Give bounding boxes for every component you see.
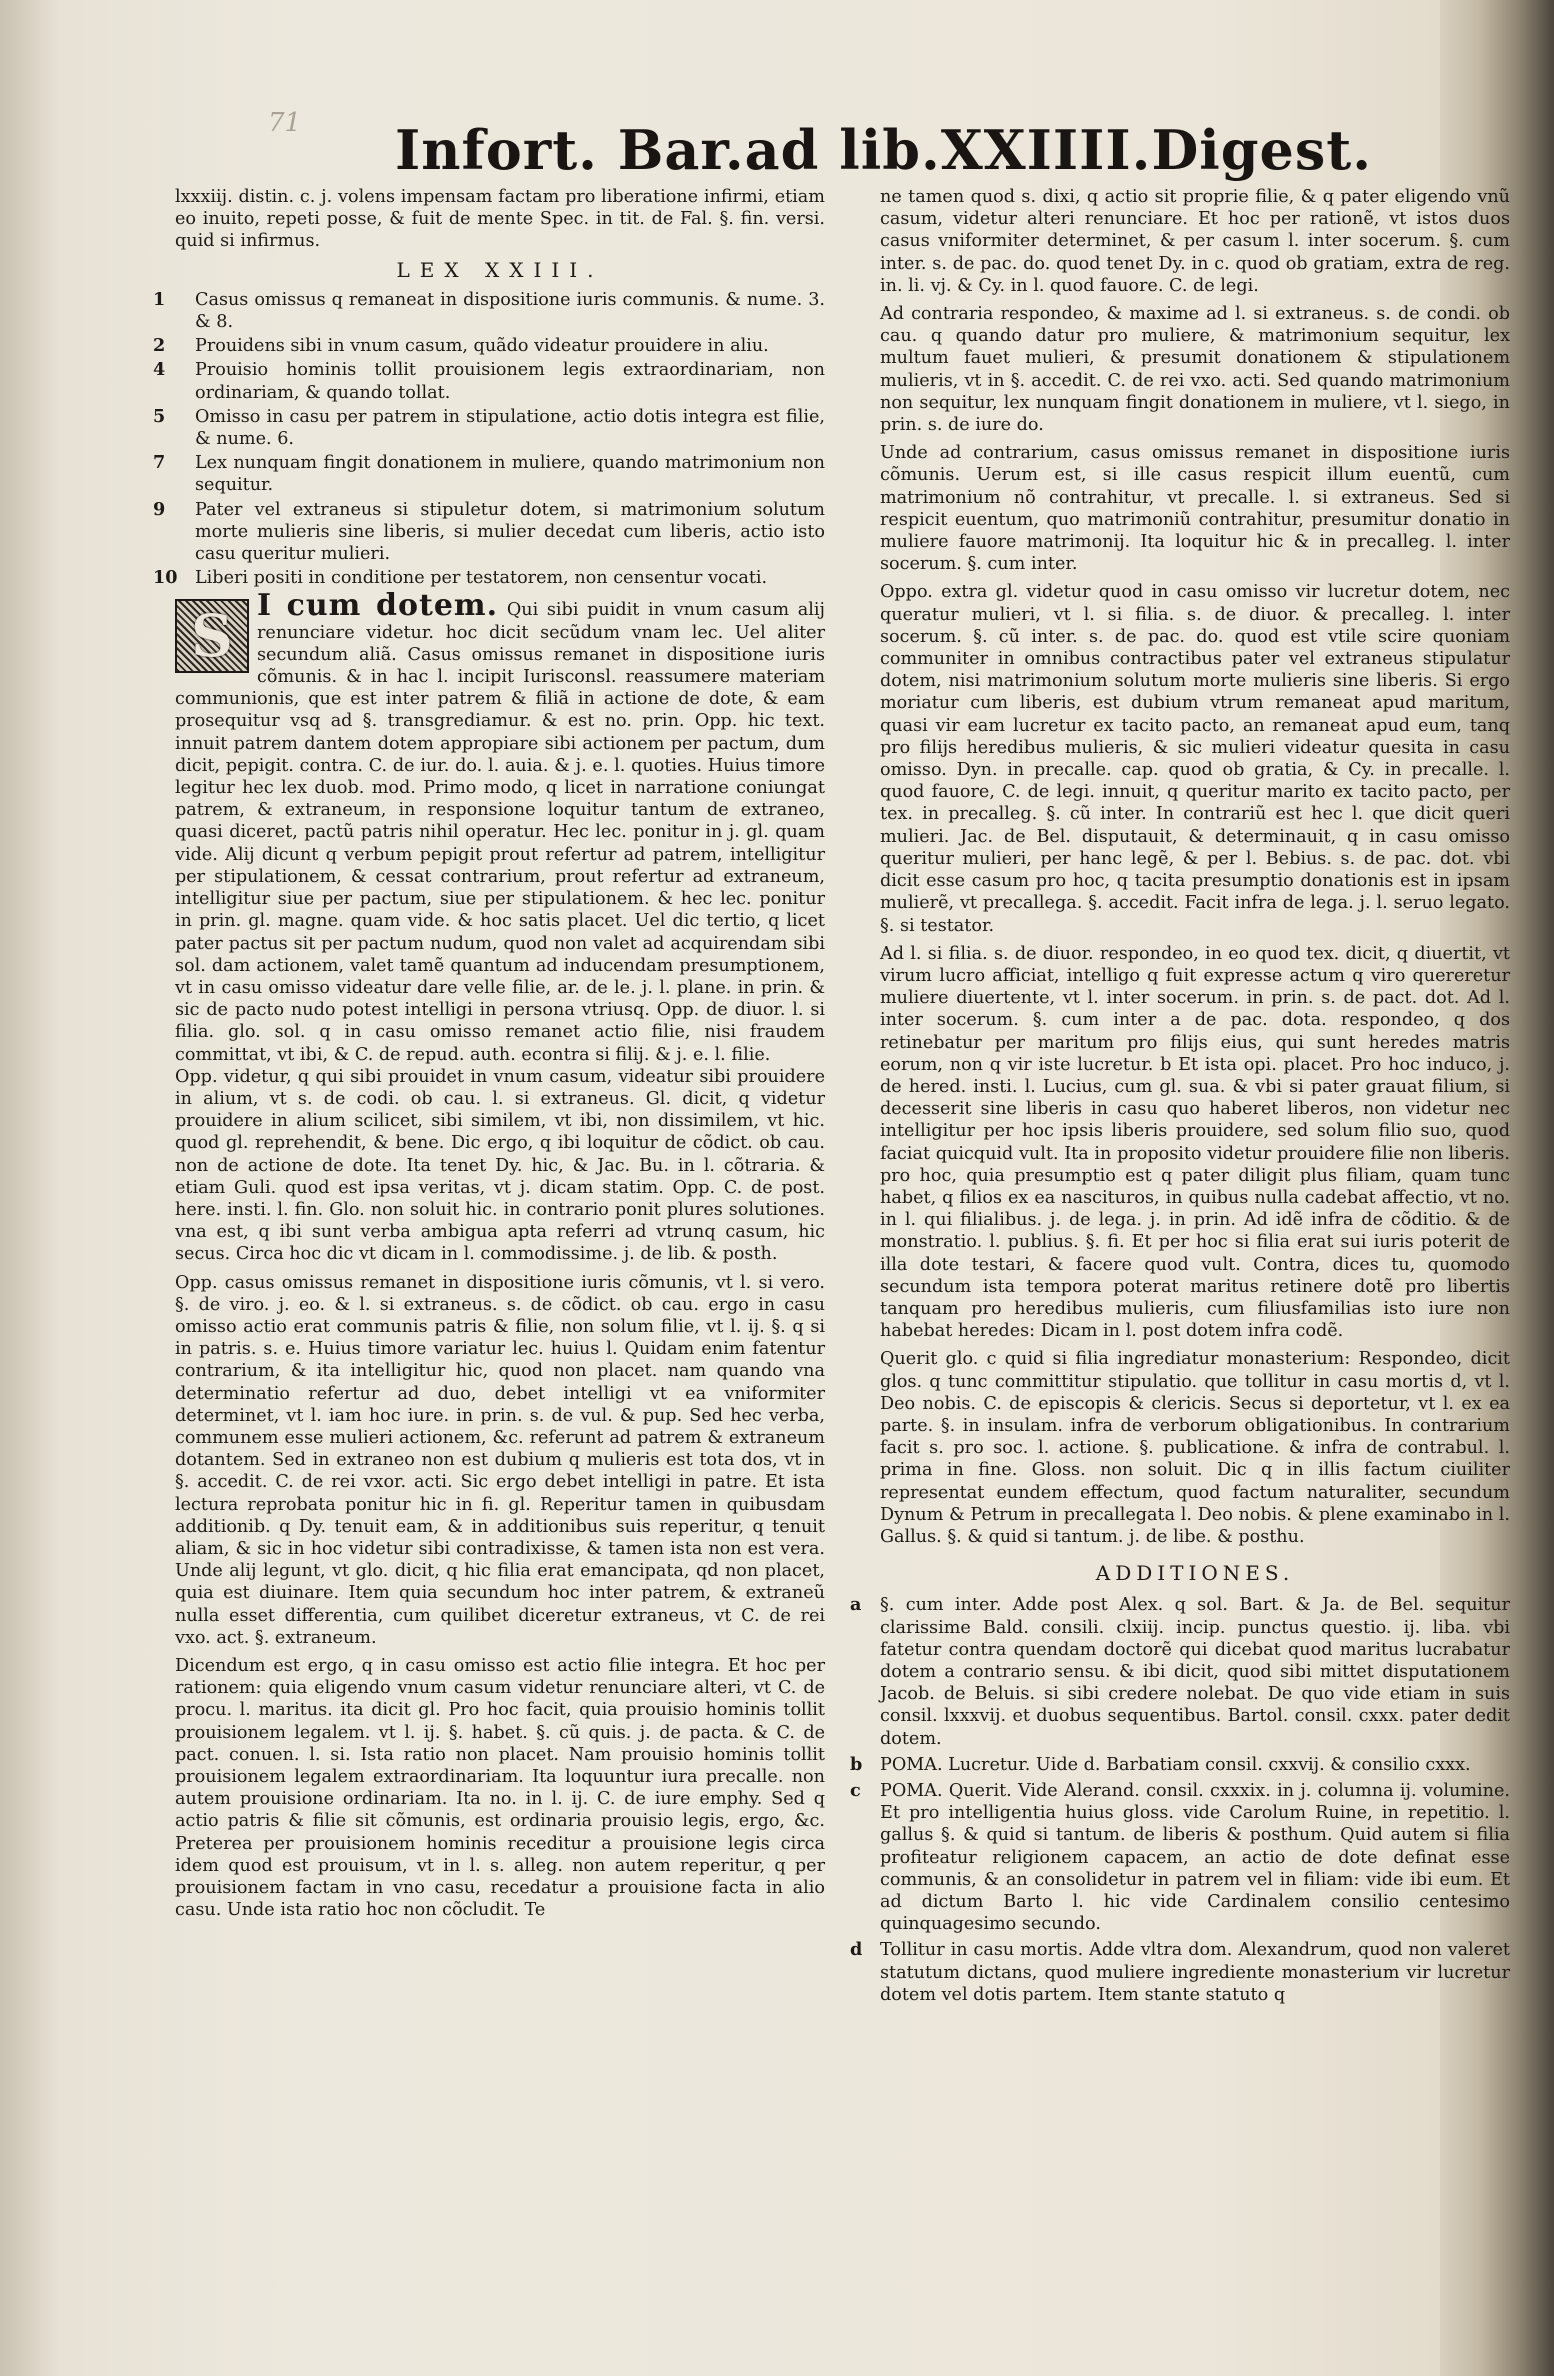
addition-text: §. cum inter. Adde post Alex. q sol. Bart. & Ja. de Bel. sequitur clarissime Bald. consili. clxiij. incip. punctus questio. ij. liba. vbi fatetur contra quendam doctorẽ qui dicebat quod maritus lucrabatur dotem a contrario sensu. & ibi dicit, quod sibi mittet disputationem Jacob. de Beluis. si sibi credere nolebat. De quo vide etiam in suis consil. lxxxvij. et duobus sequentibus. Bartol. consil. cxxx. pater dedit dotem. (880, 1595, 1510, 1749)
decorated-initial (175, 599, 249, 673)
summary-number: 2 (153, 335, 166, 357)
commentary-paragraph: Qui sibi puidit in vnum casum alij renunciare videtur. hoc dicit secũdum vnam lec. Uel aliter secundum aliã. Casus omissus remanet in dispositione iuris cõmunis. & in hac l. incipit Iurisconsl. reassumere materiam communionis, que est inter patrem & filiã in actione de dote, & eam prosequitur vsq ad §. transgrediamur. & est no. prin. Opp. hic text. innuit patrem dantem dotem appropiare sibi actionem per pactum, dum dicit, pepigit. contra. C. de iur. do. l. auia. & j. e. l. quoties. Huius timore legitur hec lex duob. mod. Primo modo, q licet in narratione coniungat patrem, & extraneum, in responsione loquitur tantum de extraneo, quasi diceret, pactũ patris nihil operatur. Hec lec. ponitur in j. gl. quam vide. Alij dicunt q verbum pepigit prout refertur ad patrem, intelligitur per stipulationem, & cessat contrarium, prout refertur ad extraneum, intelligitur siue per pactum, siue per stipulationem. & hec lec. ponitur in prin. gl. magne. quam vide. & hoc satis placet. Uel dic tertio, q licet pater pactus sit per pactum nudum, quod non valet ad acquirendam sibi sol. dam actionem, valet tamẽ quantum ad inducendam presumptionem, vt in casu omisso videatur dare velle filie, ar. de le. j. l. plane. in prin. & sic de pacto nudo potest intelligi in persona vtriusq. Opp. de diuor. l. si filia. glo. sol. q in casu omisso remanet actio filie, nisi fraudem committat, vt ibi, & C. de repud. auth. econtra si filij. & j. e. l. filie. (175, 600, 825, 1065)
commentary-paragraph: Ad l. si filia. s. de diuor. respondeo, in eo quod tex. dicit, q diuertit, vt virum lucro afficiat, intelligo q fuit expresse actum q viro quereretur muliere diuertente, vt l. inter socerum. in prin. s. de pact. dot. Ad l. inter socerum. §. cum inter a de pac. dota. respondeo, q dos retinebatur per maritum pro filijs eius, qui sunt heredes matris eorum, non q vir iste lucretur. b Et ista opi. placet. Pro hoc induco, j. de hered. insti. l. Lucius, cum gl. sua. & vbi si pater grauat filium, si decesserit sine liberis in casu quo haberet liberos, non videtur nec intelligitur per hoc ipsis liberis prouidere, sed solum filio suo, quod faciat quicquid vult. Ita in proposito videtur prouidere filie non liberis. pro hoc, quia presumptio est q pater diligit plus filiam, quam tunc habet, q filios ex ea nascituros, in quibus nulla cadebat affectio, vt no. in l. qui filialibus. j. de lega. j. in prin. Ad idẽ infra de cõditio. & de monstratio. l. publius. §. fi. Et per hoc si filia erat sui iuris poterit de illa dote testari, & facere quod vult. Contra, dices tu, quomodo secundum ista tempora poterat maritus retinere dotẽ pro libertis tanquam pro heredibus mulieris, cum filiusfamilias isto iure non habebat heredes: Dicam in l. post dotem infra codẽ. (880, 943, 1510, 1342)
commentary-paragraph: Opp. videtur, q qui sibi prouidet in vnum casum, videatur sibi prouidere in alium, vt s. de codi. ob cau. l. si extraneus. Gl. dicit, q videtur prouidere in alium scilicet, sibi similem, vt ibi, non dissimilem, vt hic. quod gl. reprehendit, & bene. Dic ergo, q ibi loquitur de cõdict. ob cau. non de actione de dote. Ita tenet Dy. hic, & Jac. Bu. in l. cõtraria. & etiam Guli. quod est ipsa veritas, vt j. dicam statim. Opp. C. de post. here. insti. l. fin. Glo. non soluit hic. in contrario ponit plures solutiones. vna est, q ibi sunt verba ambigua apta referri ad vtrunq casum, hic secus. Circa hoc dic vt dicam in l. commodissime. j. de lib. & posth. (175, 1066, 825, 1265)
summary-number: 9 (153, 498, 166, 520)
addition-note (850, 1753, 1510, 1776)
intro-text: lxxxiij. distin. c. j. volens impensam factam pro liberatione infirmi, etiam eo inuito, repeti posse, & fuit de mente Spec. in tit. de Fal. §. fin. versi. quid si infirmus. (175, 187, 825, 252)
addition-text: Tollitur in casu mortis. Adde vltra dom. Alexandrum, quod non valeret statutum dictans, quod muliere ingrediente monasterium vir lucretur dotem vel dotis partem. Item stante statuto q (880, 1940, 1510, 2005)
summary-number: 1 (153, 288, 166, 310)
addition-letter: d (850, 1939, 863, 1961)
summary-number: 10 (153, 567, 178, 589)
summary-text: Lex nunquam fingit donationem in muliere, quando matrimonium non sequitur. (195, 453, 825, 496)
running-header: Infort. Bar.ad lib.XXIIII.Digest. (395, 118, 1373, 182)
commentary-paragraph: ne tamen quod s. dixi, q actio sit proprie filie, & q pater eligendo vnũ casum, videtur alteri renunciare. Et hoc per rationẽ, vt istos duos casus vniformiter determinet, & per casum l. inter socerum. §. cum inter. s. de pac. do. quod tenet Dy. in c. quod ob gratiam, extra de reg. in. li. vj. & Cy. in l. quod fauore. C. de legi. (880, 187, 1510, 296)
summary-item (153, 335, 825, 357)
addition-letter: c (850, 1780, 861, 1802)
commentary-paragraph: Dicendum est ergo, q in casu omisso est actio filie integra. Et hoc per rationem: quia eligendo vnum casum videtur renunciare alteri, vt C. de procu. l. maritus. ita dicit gl. Pro hoc facit, quia prouisio hominis tollit prouisionem legalem. vt l. ij. §. habet. §. cũ quis. j. de pacta. & C. de pact. conuen. l. si. Ista ratio non placet. Nam prouisio hominis tollit prouisionem legalem extraordinariam. Ita loquuntur iura precalle. non autem prouisione ordinariam. Ita no. in l. ij. C. de iure emphy. Sed q actio patris & filie sit cõmunis, est ordinaria prouisio legis, ergo, &c. Preterea per prouisionem hominis receditur a prouisione legis circa idem quod est prouisum, vt in l. s. alleg. non autem reperitur, q per prouisionem factam in vno casu, recedatur a prouisione facta in alio casu. Unde ista ratio hoc non cõcludit. Te (175, 1656, 825, 1921)
commentary-opening (175, 588, 825, 1065)
summary-list (153, 288, 825, 590)
left-column (153, 186, 825, 1927)
summary-text: Casus omissus q remaneat in dispositione iuris communis. & nume. 3. & 8. (195, 289, 825, 333)
commentary-paragraph: Querit glo. c quid si filia ingrediatur monasterium: Respondeo, dicit glos. q tunc committitur stipulatio. que tollitur in casu mortis d, vt l. Deo nobis. C. de episcopis & clericis. Secus si deportetur, vt l. ex ea parte. §. in insulam. infra de verborum obligationibus. In contrarium facit s. pro soc. l. actione. §. publicatione. & infra de contrabul. l. prima in fine. Gloss. non soluit. Dic q in illis factum ciuiliter representat eundem effectum, quod factum naturaliter, secundum Dynum & Petrum in precallegata l. Deo nobis. & plene examinabo in l. Gallus. §. & quid si tantum. j. de libe. & posthu. (880, 1349, 1510, 1547)
summary-item (153, 567, 825, 589)
commentary-paragraph: Opp. casus omissus remanet in dispositione iuris cõmunis, vt l. si vero. §. de viro. j. eo. & l. si extraneus. s. de cõdict. ob cau. ergo in casu omisso actio erat communis patris & filie, non solum filie, vt l. ij. §. q si in patris. s. e. Huius timore variatur lec. huius l. Quidam enim fatentur contrarium, & ita intelligitur hic, quod non placet. nam quando vna determinatio refertur ad duo, debet intelligi vt ea vniformiter determinet, vt l. iam hoc iure. in prin. s. de vul. & pup. Sed hec verba, communem esse mulieri actionem, &c. referunt ad patrem & extraneum dotantem. Sed in extraneo non est dubium q mulieris est tota dos, vt in §. accedit. C. de rei vxor. acti. Sic ergo debet intelligi in patre. Et ista lectura reprobata ponitur hic in fi. gl. Reperitur tamen in quibusdam additionib. q Dy. tenuit eam, & in additionibus suis reperitur, q tenuit aliam, & sic in hoc videtur sibi contradixisse, & tamen ista non est vera. Unde alij legunt, vt glo. dicit, q hic filia erat emancipata, qd non placet, quia est diuinare. Item quia secundum hoc inter patrem, & extraneũ nulla esset differentia, cum quilibet diceretur extraneus, vt C. de rei vxo. act. §. extraneum. (175, 1272, 825, 1648)
summary-item (153, 288, 825, 333)
initial-letter: S (191, 602, 233, 671)
right-column (850, 186, 1510, 2010)
summary-item (153, 452, 825, 496)
addition-note (850, 1780, 1510, 1935)
addition-letter: a (850, 1594, 862, 1616)
commentary-paragraph: Ad contraria respondeo, & maxime ad l. si extraneus. s. de condi. ob cau. q quando datur pro muliere, & matrimonium sequitur, lex multum fauet mulieri, & presumit donationem & stipulationem mulieris, vt in §. accedit. C. de rei vxo. acti. Sed quando matrimonium non sequitur, lex nunquam fingit donationem in muliere, vt l. siego, in prin. s. de iure do. (880, 304, 1510, 436)
page-number: 71 (268, 108, 302, 138)
commentary-paragraph: Oppo. extra gl. videtur quod in casu omisso vir lucretur dotem, nec queratur mulieri, vt l. si filia. s. de diuor. & precalleg. l. inter socerum. §. cũ inter. s. de pac. do. quod est vtile scire quoniam communiter in omnibus contractibus pater vel extraneus stipulatur dotem, nisi matrimonium solutum morte mulieris sine liberis. Si ergo moriatur cum liberis, est dubium vtrum remaneat apud maritum, quasi vir eam lucretur ex tacito pacto, an remaneat apud eum, tanq pro filijs heredibus mulieris, & sic mulieri videatur quesita in casu omisso. Dyn. in precalle. cap. quod ob gratia, & Cy. in precalle. l. quod fauore, C. de legi. innuit, q queritur marito ex tacito pacto, per tex. in precalleg. §. cũ inter. In contrariũ est hec l. que dicit queri mulieri. Jac. de Bel. disputauit, & determinauit, q in casu omisso queritur mulieri, per hanc legẽ, & per l. Bebius. s. de pac. dot. vbi dicit esse casum pro hoc, q tacita presumptio donationis est in ipsam mulierẽ, vt precallega. §. accedit. Facit infra de lega. j. l. seruo legato. §. si testator. (880, 582, 1510, 936)
addition-note (850, 1594, 1510, 1749)
summary-text: Omisso in casu per patrem in stipulatione, actio dotis integra est filie, & nume. 6. (195, 406, 825, 450)
summary-text: Prouisio hominis tollit prouisionem legis extraordinariam, non ordinariam, & quando tollat. (195, 360, 825, 403)
summary-text: Pater vel extraneus si stipuletur dotem, si matrimonium solutum morte mulieris sine liberis, si mulier decedat cum liberis, actio isto casu queritur mulieri. (195, 499, 825, 565)
addition-note (850, 1939, 1510, 2006)
summary-number: 7 (153, 452, 166, 474)
lex-title: LEX XXIII. (396, 257, 604, 282)
commentary-paragraph: Unde ad contrarium, casus omissus remanet in dispositione iuris cõmunis. Uerum est, si ille casus respicit illum euentũ, cum matrimonium nõ contrahitur, vt precalle. l. si extraneus. Sed si respicit euentum, quo matrimoniũ contrahitur, presumitur donatio in muliere fauore matrimonij. Ita loquitur hic & in precalleg. l. inter socerum. §. cum inter. (880, 443, 1510, 575)
summary-item (153, 498, 825, 566)
summary-number: 5 (153, 405, 166, 427)
addition-letter: b (850, 1753, 863, 1775)
summary-item (153, 359, 825, 403)
summary-text: Liberi positi in conditione per testatorem, non censentur vocati. (195, 568, 768, 589)
summary-number: 4 (153, 359, 166, 381)
addition-text: POMA. Lucretur. Uide d. Barbatiam consil. cxxvij. & consilio cxxx. (880, 1754, 1471, 1775)
addition-text: POMA. Querit. Vide Alerand. consil. cxxxix. in j. columna ij. volumine. Et pro intelligentia huius gloss. vide Carolum Ruine, in repetitio. l. gallus §. & quid si tantum. de liberis & posthum. Quid autem si filia profiteatur religionem capacem, an actio de dote definat esse communis, & an consolidetur in patrem vel in filiam: vide ibi eum. Et ad dictum Barto l. hic vide Cardinalem consilio centesimo quinquagesimo secundo. (880, 1781, 1510, 1935)
summary-item (153, 405, 825, 450)
additiones-heading: ADDITIONES. (1095, 1561, 1295, 1586)
incipit: I cum dotem. (257, 588, 499, 624)
summary-text: Prouidens sibi in vnum casum, quãdo videatur prouidere in aliu. (195, 336, 769, 357)
